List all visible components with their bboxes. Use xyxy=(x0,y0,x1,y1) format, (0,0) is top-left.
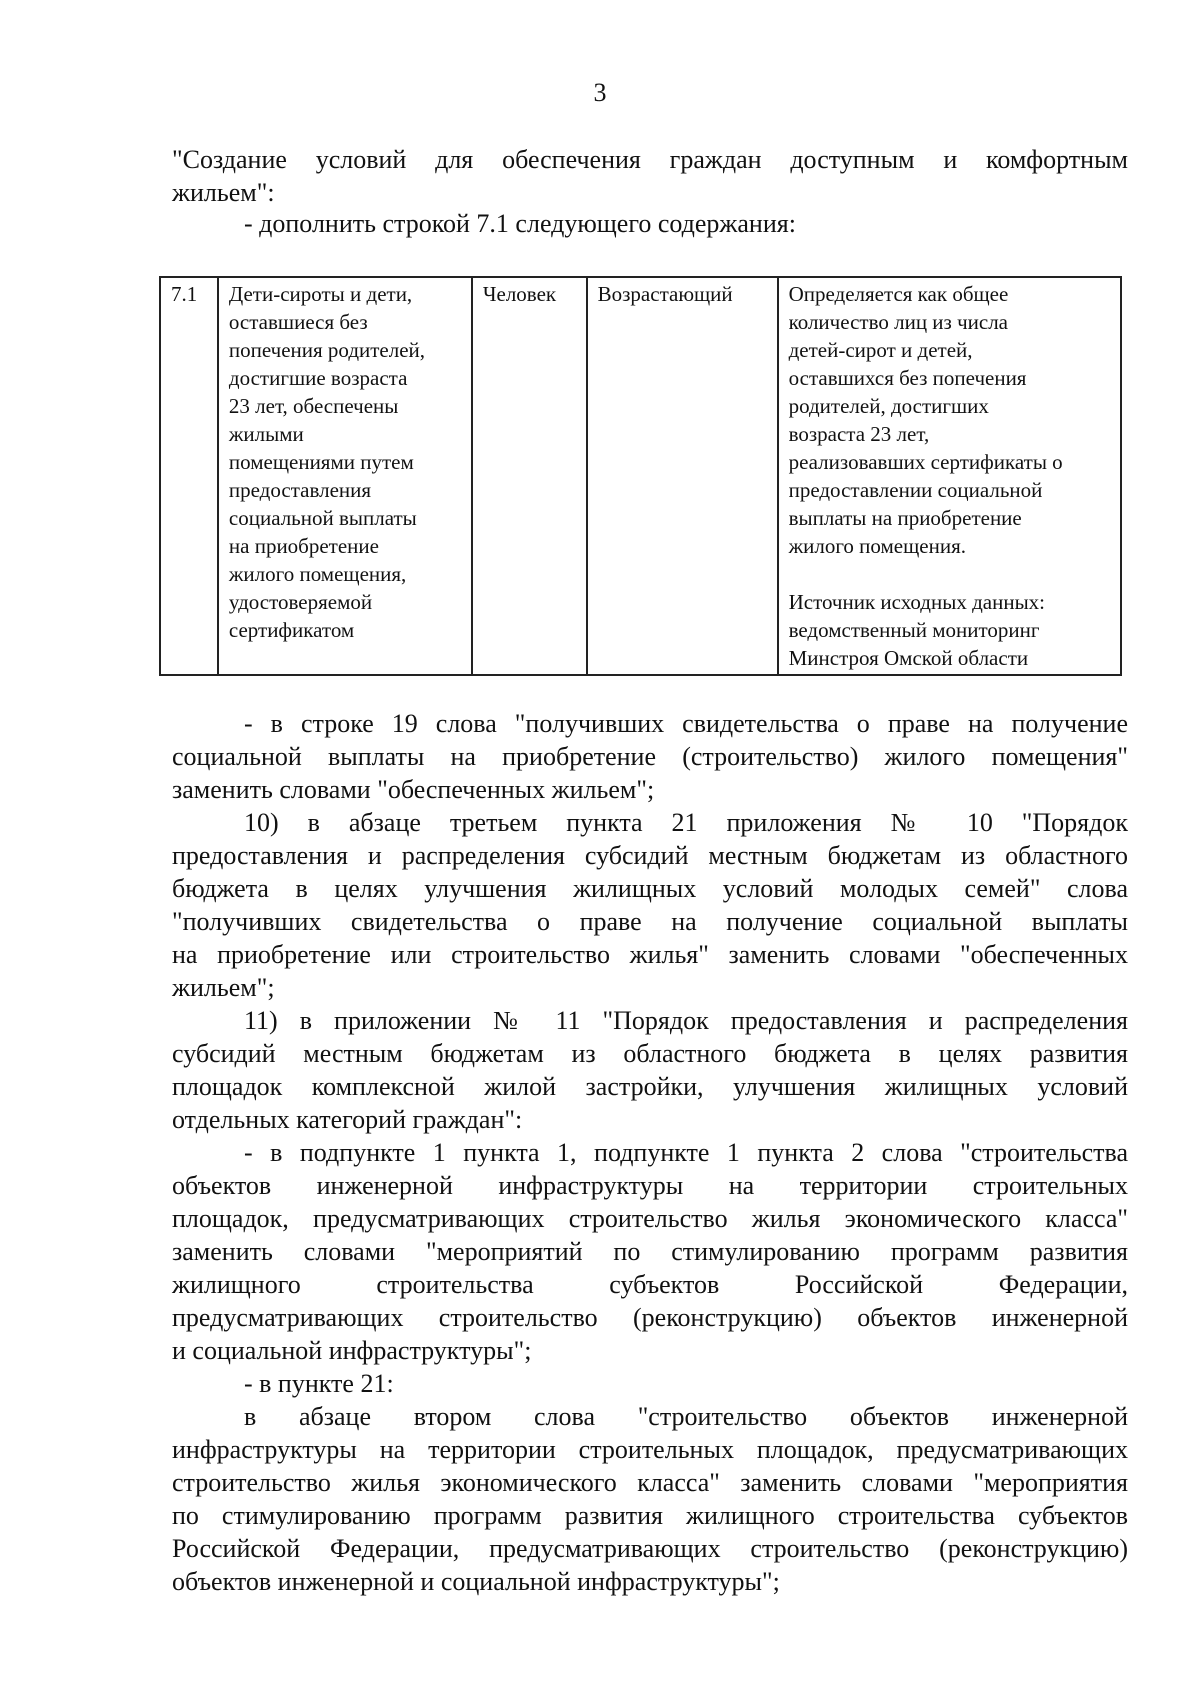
text-line: - в пункте 21: xyxy=(244,1369,394,1398)
paragraph xyxy=(172,1004,1128,1136)
cell-line: на приобретение xyxy=(228,534,379,558)
paragraph xyxy=(172,1136,1128,1367)
lead-paragraph xyxy=(172,143,1128,209)
trend-cell: Возрастающий xyxy=(587,277,778,675)
table-row xyxy=(160,277,1121,675)
text-line: социальной выплаты на приобретение (строительство) жилого помещения" xyxy=(172,742,1128,771)
text-line: - в строке 19 слова "получивших свидетельства о праве на получение xyxy=(244,709,1128,738)
cell-line: количество лиц из числа xyxy=(788,310,1009,334)
cell-line: социальной выплаты xyxy=(228,506,417,530)
text-line: 11) в приложении № 11 "Порядок предоставления и распределения xyxy=(244,1006,1128,1035)
source-line: Минстроя Омской области xyxy=(788,646,1029,670)
paragraph xyxy=(172,707,1128,806)
text-line: заменить словами "мероприятий по стимулированию программ развития xyxy=(172,1237,1128,1266)
cell-line: возраста 23 лет, xyxy=(788,422,930,446)
cell-line: предоставлении социальной xyxy=(788,478,1043,502)
text-line: в абзаце втором слова "строительство объектов инженерной xyxy=(244,1402,1128,1431)
text-line: объектов инженерной и социальной инфраструктуры"; xyxy=(172,1567,780,1596)
cell-line: выплаты на приобретение xyxy=(788,506,1022,530)
cell-line: Определяется как общее xyxy=(788,282,1009,306)
text-line: - в подпункте 1 пункта 1, подпункте 1 пункта 2 слова "строительства xyxy=(244,1138,1128,1167)
text-line: на приобретение или строительство жилья" заменить словами "обеспеченных xyxy=(172,940,1128,969)
text-line: объектов инженерной инфраструктуры на территории строительных xyxy=(172,1171,1128,1200)
text-line: бюджета в целях улучшения жилищных условий молодых семей" слова xyxy=(172,874,1128,903)
text-line: субсидий местным бюджетам из областного бюджета в целях развития xyxy=(172,1039,1128,1068)
cell-line: сертификатом xyxy=(228,618,355,642)
text-line: отдельных категорий граждан": xyxy=(172,1105,523,1134)
cell-line: оставшиеся без xyxy=(228,310,368,334)
paragraph xyxy=(172,1367,1128,1400)
indicator-name-cell xyxy=(218,277,472,675)
text-line: инфраструктуры на территории строительных площадок, предусматривающих xyxy=(172,1435,1128,1464)
paragraph xyxy=(172,1400,1128,1598)
paragraph xyxy=(172,806,1128,1004)
document-body xyxy=(172,707,1128,1598)
cell-line: 23 лет, обеспечены xyxy=(228,394,399,418)
text-line: предоставления и распределения субсидий местным бюджетам из областного xyxy=(172,841,1128,870)
amendment-item: - дополнить строкой 7.1 следующего содержания: xyxy=(244,209,796,238)
text-line: "получивших свидетельства о праве на получение социальной выплаты xyxy=(172,907,1128,936)
text-line: заменить словами "обеспеченных жильем"; xyxy=(172,775,655,804)
row-number-cell: 7.1 xyxy=(160,277,218,675)
cell-line: оставшихся без попечения xyxy=(788,366,1027,390)
source-line: Источник исходных данных: xyxy=(788,590,1046,614)
page-number: 3 xyxy=(593,78,607,107)
source-line: ведомственный мониторинг xyxy=(788,618,1040,642)
cell-line: жилого помещения. xyxy=(788,534,966,558)
text-line: 10) в абзаце третьем пункта 21 приложения № 10 "Порядок xyxy=(244,808,1128,837)
cell-line: достигшие возраста xyxy=(228,366,408,390)
text-line: по стимулированию программ развития жилищного строительства субъектов xyxy=(172,1501,1128,1530)
text-line: жильем"; xyxy=(172,973,275,1002)
cell-line: попечения родителей, xyxy=(228,338,426,362)
text-line: строительство жилья экономического класса" заменить словами "мероприятия xyxy=(172,1468,1128,1497)
cell-line: удостоверяемой xyxy=(228,590,373,614)
unit-cell: Человек xyxy=(472,277,587,675)
text-line: площадок комплексной жилой застройки, улучшения жилищных условий xyxy=(172,1072,1128,1101)
text-line: Российской Федерации, предусматривающих строительство (реконструкцию) xyxy=(172,1534,1128,1563)
text-line: жилищного строительства субъектов Российской Федерации, xyxy=(172,1270,1128,1299)
cell-line: детей-сирот и детей, xyxy=(788,338,973,362)
text-line: площадок, предусматривающих строительство жилья экономического класса" xyxy=(172,1204,1128,1233)
text-line: предусматривающих строительство (реконструкцию) объектов инженерной xyxy=(172,1303,1128,1332)
cell-line: помещениями путем xyxy=(228,450,414,474)
cell-line: родителей, достигших xyxy=(788,394,989,418)
indicator-table xyxy=(159,276,1122,676)
cell-line: реализовавших сертификаты о xyxy=(788,450,1063,474)
method-cell xyxy=(778,277,1121,675)
cell-line: Дети-сироты и дети, xyxy=(228,282,413,306)
cell-line: предоставления xyxy=(228,478,372,502)
lead-line: "Создание условий для обеспечения граждан доступным и комфортным xyxy=(172,145,1128,174)
cell-line: жилыми xyxy=(228,422,304,446)
text-line: и социальной инфраструктуры"; xyxy=(172,1336,532,1365)
cell-spacer xyxy=(789,560,1112,588)
lead-line: жильем": xyxy=(172,178,275,207)
cell-line: жилого помещения, xyxy=(228,562,407,586)
